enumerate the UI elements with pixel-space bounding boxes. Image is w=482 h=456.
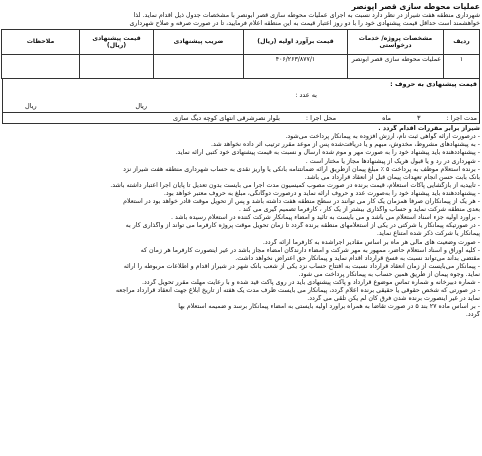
table-cell: ۱ [444,55,480,79]
duration-value: ۳ [416,114,421,123]
specification-table [1,29,480,79]
column-header: قیمت برآورد اولیه (ریال) [244,30,348,55]
table-cell [2,55,80,79]
term-line: - هر یک از پیمانکاران صرفا همزمان یک کار می توانند در سطح منطقه هفت داشته باشد و پس از تحویل موقت قادر خواهد بود در استعلام [123,198,480,206]
term-line: پیمانکار یا شرکت ذکر شده امتناع نماید. [376,230,480,238]
rial-label: ریال [25,102,37,111]
column-header: ردیف [444,30,480,55]
price-in-letters-label: قیمت پیشنهادی به حروف : [390,80,477,89]
rial-label: ریال [135,102,147,111]
term-line: - به پیشنهادهای مشروط، مخدوش، مبهم و یا دریافت‌شده پس از موعد مقرر ترتیب اثر داده نخواهد شد. [211,141,480,149]
term-line: - شهرداری در رد و یا قبول هریک از پیشنهادها مجاز یا مختار است . [305,157,480,165]
term-line: - بر اساس ماده ۲۷ بند ۵ در صورت تقاضا به همراه برآورد اولیه بایستی به امضاء پیمانکار برسد و ضمیمه استعلام بها [178,303,480,311]
term-line: - در صورتیکه پیمانکار یا شرکتی در یکی از استعلامهای منطقه برنده گردد تا زمان تحویل موقت پروژه کارفرما می تواند از واگذاری کار به [125,222,480,230]
term-line: - پیمانکار می‌بایست از زمان انعقاد قرارداد نسبت به افتتاح حساب نزد یکی از شعب بانک شهر در شیراز اقدام و اطلاعات مربوطه را ارائه [123,262,480,270]
location-value: بلوار نصرشرقی انتهای کوچه دیگ سازی [172,114,280,123]
table-cell: ۴۰۶/۲۶۳/۸۷۷/۱ [244,55,348,79]
term-line: - پیشنهاددهنده باید پیشنهاد خود را به‌صورت عدد و حروف ارائه نماید و درصورت دوگانگی، مبلغ به حروف معتبر خواهد بود. [163,189,480,197]
table-row [2,55,480,79]
term-line: - شماره دبیرخانه و شماره تماس موضوع قرارداد و پاکت پیشنهادی باید در روی پاکت قید شده و با رعایت مهلت مقرر تحویل گردد. [142,278,480,286]
term-line: - کلیه اوراق و اسناد استعلام حاضر، ممهور به مهر شرکت و امضاء دارندگان امضاء مجاز باشد در غیر اینصورت کارفرما هر زمان که [140,246,480,254]
term-line: گردد. [465,311,480,319]
term-line: - تاییدیه از بازگشایی پاکات استعلام، قیمت برنده در صورت مصوب کمیسیون مدت اجرا می بایست بدون تعدیل تا پایان اجرا اعتبار داشته باشد. [110,181,480,189]
column-header: مشخصات پروژه/ خدمات درخواستی [348,30,444,55]
table-cell [80,55,154,79]
column-header: ضریب پیشنهادی [154,30,244,55]
column-header: ملاحظات [2,30,80,55]
term-line: نماید در غیر اینصورت برنده شدن فرق کان لم یکن تلقی می گردد. [307,295,480,303]
term-line: - برآورد اولیه جزء اسناد استعلام می باشد و می بایست به تائید و امضاء پیمانکار شرکت کننده در استعلام رسیده باشد . [170,214,480,222]
price-summary [2,79,480,113]
duration-unit: ماه [382,114,391,123]
contract-info [2,113,480,124]
term-line: - برنده استعلام موظف به پرداخت ۵ ٪ مبلغ پیمان ازطریق ارائه ضمانتنامه بانکی یا واریز نقدی به حساب شهرداری منطقه هفت شیراز نزد [123,165,480,173]
terms-section [2,125,480,319]
table-cell [154,55,244,79]
intro-line-1: شهرداری منطقه هفت شیراز در نظر دارد نسبت به اجرای عملیات محوطه سازی قصر ابونصر با مشخصات جدول ذیل اقدام نماید. لذا [133,12,480,19]
intro-line-2: خواهشمند است حداقل قیمت پیشنهادی خود را با دو روز اعتبار قیمت به این منطقه اعلام فرمایید، تا در صورت صرفه و صلاح شهرداری [129,20,480,28]
location-label: محل اجرا : [305,114,337,123]
term-line: نماید. وجوه پیمان از طریق همین حساب به پیمانکار پرداخت می شود. [298,270,480,278]
notice-title: عملیات محوطه سازی قصر اپونصر [351,2,480,11]
term-line: - پیشنهاددهنده باید پیشنهاد خود را به صورت مهر و موم شده ارسال و نسبت به قیمت پیشنهادی خود کتبی ارائه نماید. [175,149,480,157]
table-header-row [2,30,480,55]
column-header: قیمت پیشنهادی (ریال) [80,30,154,55]
term-line: بعدی منطقه شرکت نماید و حساب واگذاری بیشتر از یک کار ، کارفرما تصمیم گیری می کند . [238,206,480,214]
term-line: - صورت وضعیت های مالی هر ماه بر اساس مقادیر اجراشده به کارفرما ارائه گردد. [262,238,480,246]
duration-label: مدت اجرا : [446,114,477,123]
terms-heading: شیراز برابر مقررات اقدام گردد . [378,125,480,133]
term-line: مقتضی بداند می‌تواند نسبت به فسخ قرارداد اقدام نماید و پیمانکار حق اعتراض نخواهد داشت. [235,254,480,262]
table-cell: عملیات محوطه سازی قصر ابونصر [348,55,444,79]
price-in-numbers-label: به عدد : [295,91,317,100]
term-line: - در صورتی که شخص حقوقی یا حقیقی برنده اعلام گردد، پیمانکار می بایست ظرف مدت یک هفته از تاریخ ابلاغ جهت انعقاد قرارداد مراجعه [115,287,480,295]
term-line: بانک بابت حسن انجام تعهدات پیمان قبل از انعقاد قرارداد می باشد. [304,173,480,181]
term-line: - درصورت ارائه گواهی ثبت نام، ارزش افزوده به پیمانکار پرداخت می‌شود. [285,133,480,141]
